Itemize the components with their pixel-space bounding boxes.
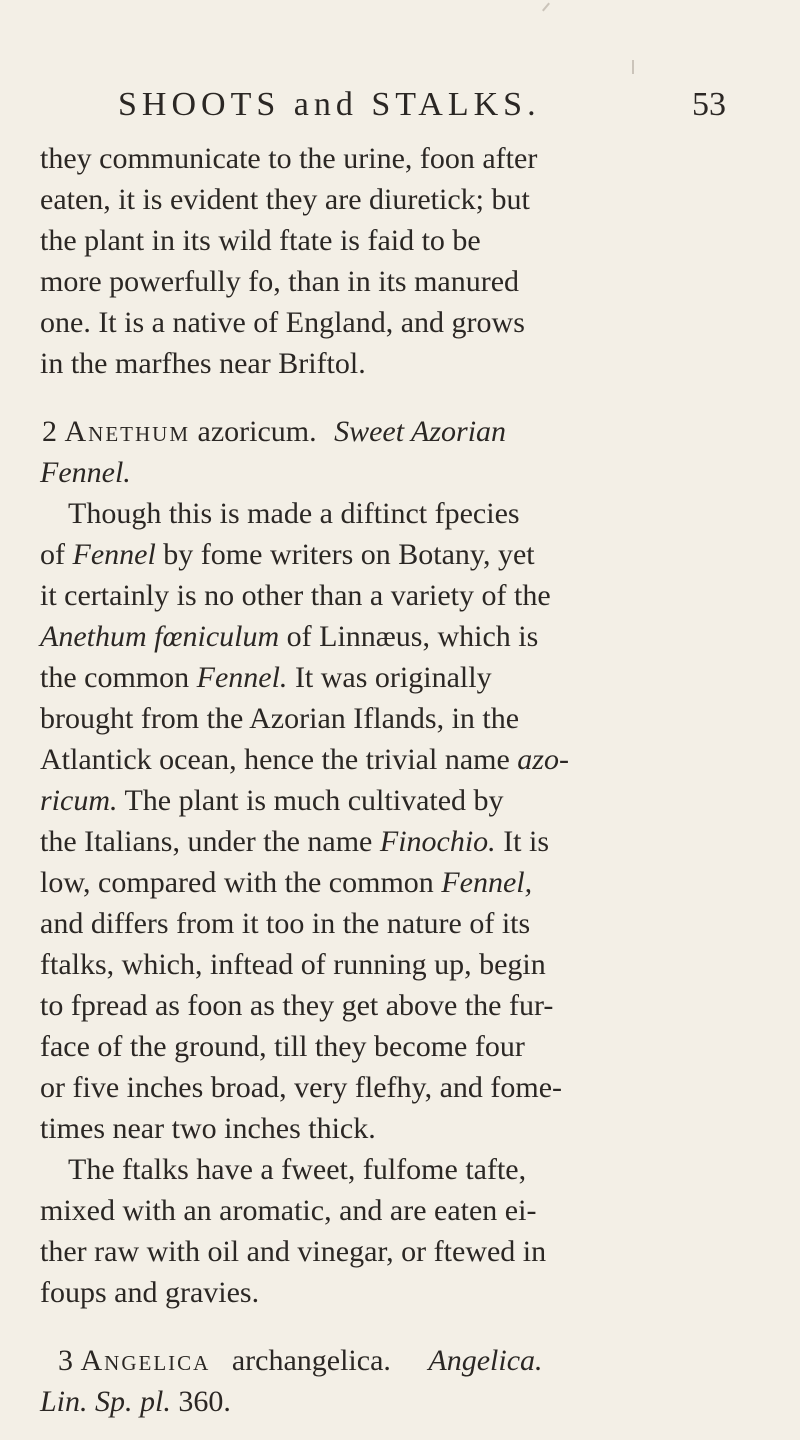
text-line: foups and gravies. [40, 1276, 260, 1309]
entry-number: 3 [58, 1344, 73, 1377]
text-line: in the marfhes near Briftol. [40, 347, 366, 380]
italic-run: azo- [517, 743, 569, 776]
text-line [40, 865, 532, 901]
text-line: one. It is a native of England, and grows [40, 306, 525, 339]
reference-number: 360. [170, 1385, 231, 1418]
common-name-continued: Fennel. [40, 456, 131, 489]
text-line: ftalks, which, inftead of running up, begin [40, 948, 546, 981]
italic-run: Fennel, [441, 866, 533, 899]
italic-run: ricum. [40, 784, 118, 817]
text-line: and differs from it too in the nature of its [40, 907, 531, 940]
text-line: to fpread as foon as they get above the fur- [40, 989, 554, 1022]
text-line: they communicate to the urine, foon after [40, 142, 538, 175]
text-run: It was originally [287, 661, 492, 694]
italic-run: Fennel [72, 538, 156, 571]
common-name: Sweet Azorian [334, 415, 507, 448]
text-run: Atlantick ocean, hence the trivial name [40, 743, 518, 776]
genus-name: Anethum [64, 415, 190, 448]
species-name: azoricum. [197, 415, 317, 448]
running-header [118, 86, 738, 124]
text-line: mixed with an aromatic, and are eaten ei- [40, 1194, 537, 1227]
text-line: ther raw with oil and vinegar, or ftewed in [40, 1235, 547, 1268]
text-line [40, 742, 569, 778]
text-run: low, compared with the common [40, 866, 442, 899]
text-line: The ftalks have a fweet, fulfome tafte, [68, 1153, 527, 1186]
reference-source: Lin. Sp. pl. [40, 1385, 171, 1418]
text-line: it certainly is no other than a variety of the [40, 579, 551, 612]
text-run: It is [495, 825, 550, 858]
text-line: times near two inches thick. [40, 1112, 376, 1145]
text-line [40, 537, 535, 573]
paper-mark [542, 3, 550, 12]
text-line: face of the ground, till they become four [40, 1030, 525, 1063]
text-line: the plant in its wild ftate is faid to be [40, 224, 481, 257]
common-name: Angelica. [428, 1344, 543, 1377]
text-line [40, 783, 504, 819]
reference-line [40, 1384, 231, 1420]
text-run: of [40, 538, 73, 571]
paper-mark [632, 60, 634, 74]
text-line: more powerfully fo, than in its manured [40, 265, 520, 298]
italic-run: Fennel. [196, 661, 288, 694]
text-line: or five inches broad, very flefhy, and fome- [40, 1071, 563, 1104]
genus-name: Angelica [80, 1344, 211, 1377]
entry-heading-anethum [42, 414, 506, 450]
running-title: SHOOTS and STALKS. [118, 86, 541, 123]
text-line: brought from the Azorian Iflands, in the [40, 702, 520, 735]
text-run: the common [40, 661, 197, 694]
text-run: the Italians, under the name [40, 825, 380, 858]
text-run: The plant is much cultivated by [117, 784, 504, 817]
text-line [40, 619, 538, 655]
text-line: Though this is made a diftinct fpecies [68, 497, 520, 530]
text-run: of Linnæus, which is [279, 620, 539, 653]
entry-heading-angelica [58, 1343, 543, 1379]
page-number: 53 [692, 86, 726, 123]
italic-run: Finochio. [379, 825, 496, 858]
italic-run: Anethum fœniculum [40, 620, 280, 653]
species-name: archangelica. [231, 1344, 391, 1377]
text-line [40, 824, 549, 860]
entry-number: 2 [42, 415, 57, 448]
text-line [40, 660, 492, 696]
text-run: by fome writers on Botany, yet [155, 538, 535, 571]
text-line: eaten, it is evident they are diuretick; but [40, 183, 530, 216]
